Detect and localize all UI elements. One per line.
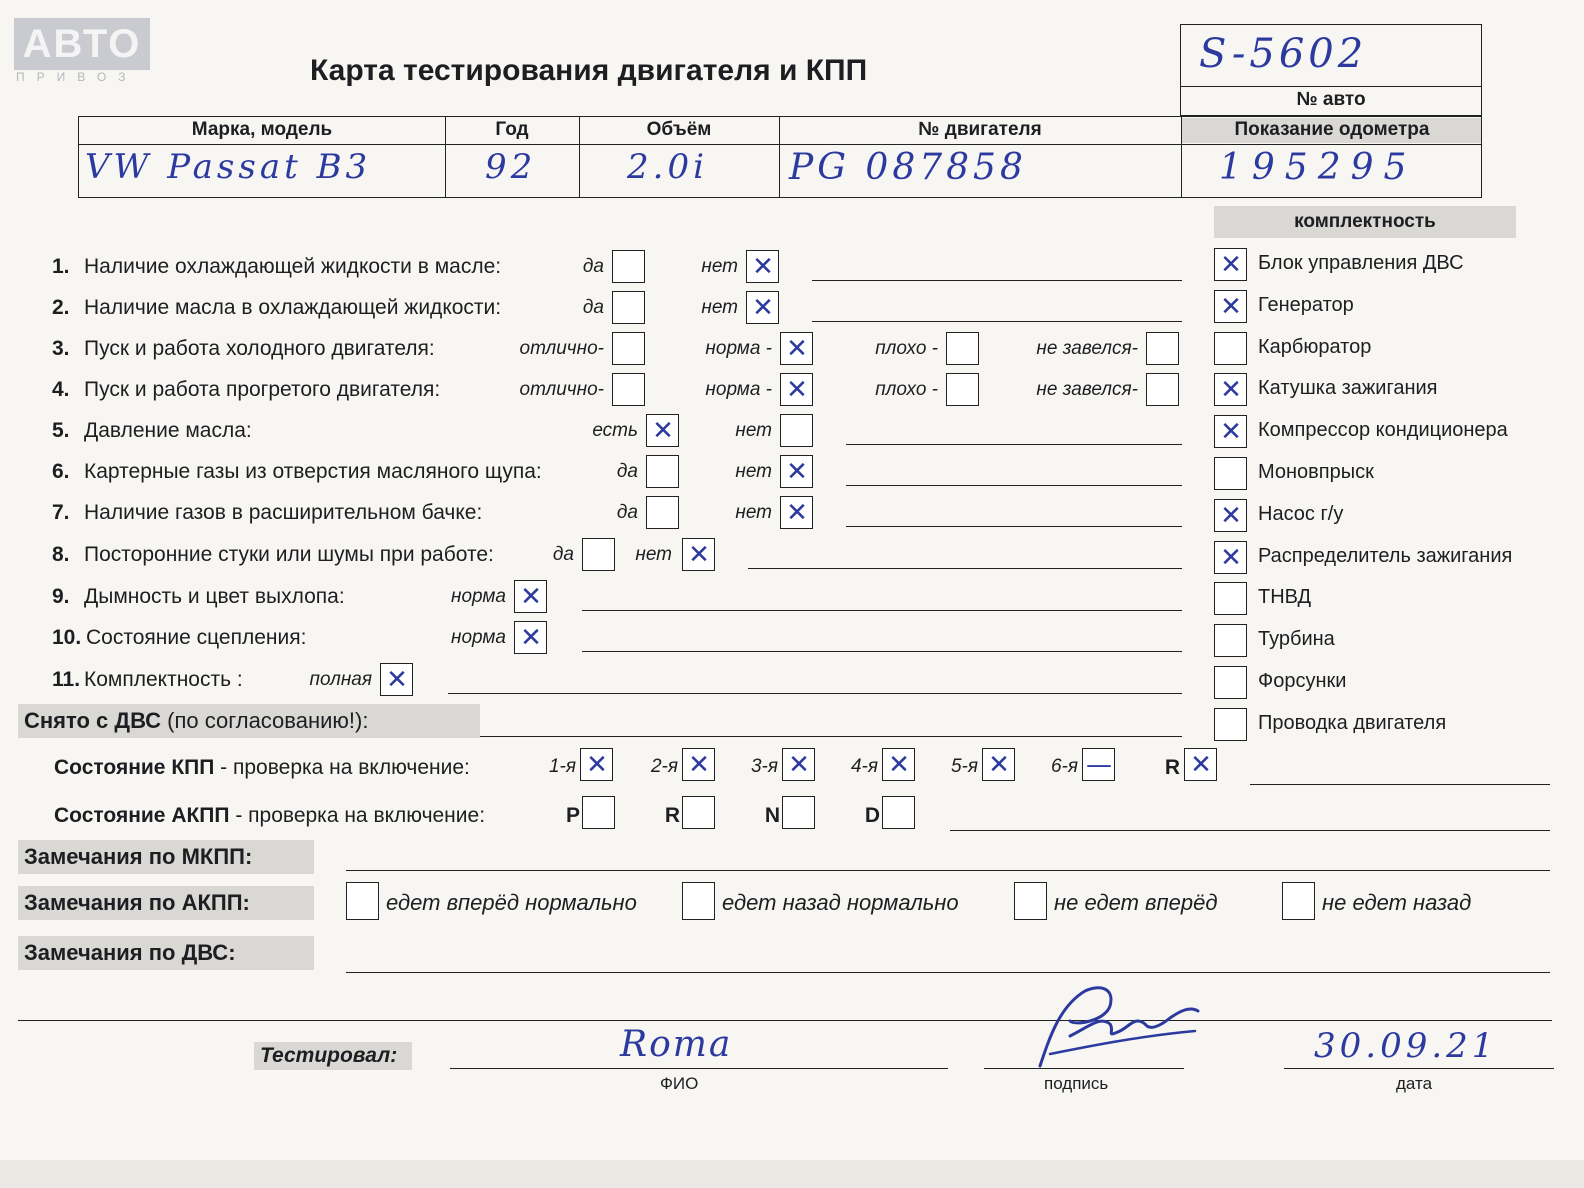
fill-line [582,610,1182,611]
check-mark-icon: ✕ [652,416,674,446]
check-mark-icon: ✕ [520,623,542,653]
akpp-remark-checkbox[interactable] [1014,882,1047,920]
option-label: нет [701,256,738,277]
option-label: норма - [705,338,772,359]
option-label: да [552,544,574,565]
row-number: 2. [52,296,70,319]
row-number: 5. [52,419,70,442]
option-label: нет [635,544,672,565]
check-mark-icon: ✕ [752,252,774,282]
option-label: не завелся- [1036,338,1138,359]
option-label: да [616,461,638,482]
check-mark-icon: ✕ [688,540,710,570]
gear-checkbox[interactable] [782,748,815,781]
completeness-item-label: ТНВД [1258,586,1312,609]
check-mark-icon: ✕ [786,457,808,487]
option-checkbox[interactable] [780,373,813,406]
option-checkbox[interactable] [612,332,645,365]
completeness-checkbox[interactable] [1214,290,1247,323]
completeness-checkbox[interactable] [1214,708,1247,741]
completeness-item-label: Проводка двигателя [1258,711,1447,734]
gear-label: 5-я [950,756,978,777]
check-mark-icon: ✕ [386,665,408,695]
completeness-title: комплектность [1214,206,1516,238]
value-model: VW Passat B3 [85,147,372,187]
option-checkbox[interactable] [514,580,547,613]
akpp-remark-label: едет назад нормально [722,890,959,915]
akpp-mode-label: R [664,804,680,827]
option-checkbox[interactable] [1146,373,1179,406]
akpp-mode-checkbox[interactable] [882,796,915,829]
completeness-item-label: Турбина [1258,628,1335,651]
option-checkbox[interactable] [646,414,679,447]
gear-label: R [1164,756,1180,779]
col-model: Марка, модель [191,119,333,140]
option-label: да [582,297,604,318]
completeness-checkbox[interactable] [1214,499,1247,532]
option-label: норма [451,627,506,648]
check-mark-icon: ✕ [786,498,808,528]
gear-label: 3-я [750,756,778,777]
completeness-item-label: Распределитель зажигания [1258,544,1513,567]
row-label: Посторонние стуки или шумы при работе: [84,543,494,566]
akpp-mode-checkbox[interactable] [682,796,715,829]
akpp-remark-checkbox[interactable] [1282,882,1315,920]
option-checkbox[interactable] [582,538,615,571]
fill-line [846,526,1182,527]
tester-name: Roma [620,1024,733,1065]
gear-checkbox[interactable] [982,748,1015,781]
completeness-checkbox[interactable] [1214,457,1247,490]
option-checkbox[interactable] [1146,332,1179,365]
option-label: отлично- [519,379,604,400]
option-label: да [582,256,604,277]
gear-checkbox[interactable] [580,748,613,781]
akpp-label-rest: - проверка на включение: [229,804,486,827]
logo-subtitle: ПРИВОЗ [16,70,138,84]
remarks-mkpp-label: Замечания по МКПП: [18,840,314,874]
row-label: Пуск и работа прогретого двигателя: [84,378,441,401]
check-mark-icon: ✕ [1220,250,1242,280]
completeness-item-label: Моновпрыск [1258,461,1374,483]
col-engine-no: № двигателя [918,119,1042,140]
option-checkbox[interactable] [780,332,813,365]
option-label: есть [592,420,638,441]
completeness-item-label: Катушка зажигания [1258,377,1438,400]
signature-image [1030,976,1210,1076]
option-checkbox[interactable] [514,621,547,654]
gear-checkbox[interactable] [682,748,715,781]
akpp-remark-label: едет вперёд нормально [386,890,637,915]
row-number: 10. [52,626,82,649]
row-label: Состояние сцепления: [86,626,307,649]
completeness-checkbox[interactable] [1214,541,1247,574]
value-engine-no: PG 087858 [789,147,1027,188]
option-label: не завелся- [1036,379,1138,400]
completeness-item-label: Компрессор кондиционера [1258,419,1508,442]
test-date: 30.09.21 [1314,1026,1498,1066]
fill-line [748,568,1182,569]
akpp-remark-checkbox[interactable] [346,882,379,920]
option-label: да [616,502,638,523]
kpp-label-bold: Состояние КПП [54,756,215,779]
option-label: норма - [705,379,772,400]
name-caption: ФИО [660,1074,699,1093]
row-number: 7. [52,501,70,524]
completeness-checkbox[interactable] [1214,624,1247,657]
car-number-box [1180,24,1482,116]
akpp-remark-label: не едет назад [1322,890,1472,915]
option-label: плохо - [875,379,938,400]
row-number: 3. [52,337,70,360]
check-mark-icon: ✕ [1220,291,1242,322]
completeness-checkbox[interactable] [1214,415,1247,448]
option-label: плохо - [875,338,938,359]
completeness-item-label: Форсунки [1258,670,1347,692]
check-mark-icon: ✕ [1220,375,1242,406]
completeness-item-label: Насос г/у [1258,502,1344,525]
akpp-mode-label: N [764,804,780,827]
row-number: 6. [52,460,70,483]
fill-line [812,280,1182,281]
check-mark-icon: ✕ [786,375,808,405]
dash-mark-icon: — [1086,750,1112,780]
kpp-label-rest: - проверка на включение: [214,756,470,779]
row-label: Наличие масла в охлаждающей жидкости: [84,296,502,319]
gear-checkbox[interactable] [1184,748,1217,781]
option-checkbox[interactable] [646,496,679,529]
option-checkbox[interactable] [612,373,645,406]
option-label: отлично- [519,338,604,359]
tested-label: Тестировал: [254,1042,412,1070]
row-label: Картерные газы из отверстия масляного щупа: [84,460,542,483]
gear-label: 1-я [548,756,576,777]
check-mark-icon: ✕ [788,750,810,780]
option-checkbox[interactable] [946,373,979,406]
option-checkbox[interactable] [946,332,979,365]
removed-label-rest: (по согласованию!): [161,708,369,733]
check-mark-icon: ✕ [586,750,608,780]
option-checkbox[interactable] [780,455,813,488]
option-label: норма [451,586,506,607]
row-label: Наличие газов в расширительном бачке: [84,501,483,524]
option-label: нет [701,297,738,318]
check-mark-icon: ✕ [752,293,774,323]
akpp-label-bold: Состояние АКПП [54,804,230,827]
completeness-item-label: Карбюратор [1258,335,1372,358]
signature-caption: подпись [1044,1074,1109,1093]
row-label: Комплектность : [84,668,243,691]
removed-label-bold: Снято с ДВС [24,708,162,733]
value-odometer: 195295 [1219,147,1417,188]
kpp-label [54,756,470,780]
check-mark-icon: ✕ [888,750,910,780]
col-odometer: Показание одометра [1234,119,1430,140]
remarks-akpp-label: Замечания по АКПП: [18,886,314,920]
avtoprivoz-logo: АВТО [14,18,150,70]
option-checkbox[interactable] [380,663,413,696]
akpp-mode-label: P [565,804,580,827]
col-year: Год [495,119,529,140]
option-checkbox[interactable] [612,250,645,283]
completeness-item-label: Генератор [1258,293,1354,316]
option-label: полная [309,669,372,690]
check-mark-icon: ✕ [1220,542,1242,573]
col-volume: Объём [646,119,712,140]
header-table [78,116,1482,198]
option-label: нет [735,420,772,441]
akpp-remark-label: не едет вперёд [1054,890,1218,915]
check-mark-icon: ✕ [1220,500,1242,531]
fill-line [846,485,1182,486]
gear-label: 2-я [650,756,678,777]
check-mark-icon: ✕ [688,750,710,780]
gear-label: 6-я [1050,756,1078,777]
completeness-checkbox[interactable] [1214,248,1247,281]
option-checkbox[interactable] [646,455,679,488]
completeness-item-label: Блок управления ДВС [1258,252,1464,274]
option-checkbox[interactable] [746,250,779,283]
value-year: 92 [485,147,537,187]
check-mark-icon: ✕ [1220,417,1242,448]
option-label: нет [735,461,772,482]
option-checkbox[interactable] [612,291,645,324]
row-number: 9. [52,585,70,608]
completeness-checkbox[interactable] [1214,582,1247,615]
remarks-dvs-label: Замечания по ДВС: [18,936,314,970]
option-checkbox[interactable] [780,414,813,447]
fill-line [448,693,1182,694]
gear-checkbox[interactable] [1082,748,1115,781]
fill-line [812,321,1182,322]
akpp-mode-checkbox[interactable] [782,796,815,829]
row-label: Наличие охлаждающей жидкости в масле: [84,255,502,278]
date-caption: дата [1396,1074,1433,1093]
check-mark-icon: ✕ [988,750,1010,780]
option-checkbox[interactable] [682,538,715,571]
option-checkbox[interactable] [780,496,813,529]
check-mark-icon: ✕ [786,334,808,364]
row-label: Пуск и работа холодного двигателя: [84,337,435,360]
option-label: нет [735,502,772,523]
akpp-label [54,804,485,828]
completeness-checkbox[interactable] [1214,332,1247,365]
row-number: 1. [52,255,70,278]
akpp-mode-label: D [864,804,880,827]
check-mark-icon: ✕ [1190,750,1212,780]
gear-label: 4-я [850,756,878,777]
completeness-checkbox[interactable] [1214,666,1247,699]
row-number: 4. [52,378,70,401]
fill-line [846,444,1182,445]
fill-line [582,651,1182,652]
car-number-label: № авто [1296,89,1366,110]
row-label: Дымность и цвет выхлопа: [84,585,345,608]
row-number: 8. [52,543,70,566]
gear-checkbox[interactable] [882,748,915,781]
check-mark-icon: ✕ [520,582,542,612]
akpp-mode-checkbox[interactable] [582,796,615,829]
page-title: Карта тестирования двигателя и КПП [310,54,868,87]
removed-label [18,704,480,738]
row-label: Давление масла: [84,419,252,442]
value-volume: 2.0i [627,147,708,187]
row-number: 11. [52,668,81,691]
akpp-remark-checkbox[interactable] [682,882,715,920]
completeness-checkbox[interactable] [1214,373,1247,406]
option-checkbox[interactable] [746,291,779,324]
car-number-value: S-5602 [1199,31,1368,77]
